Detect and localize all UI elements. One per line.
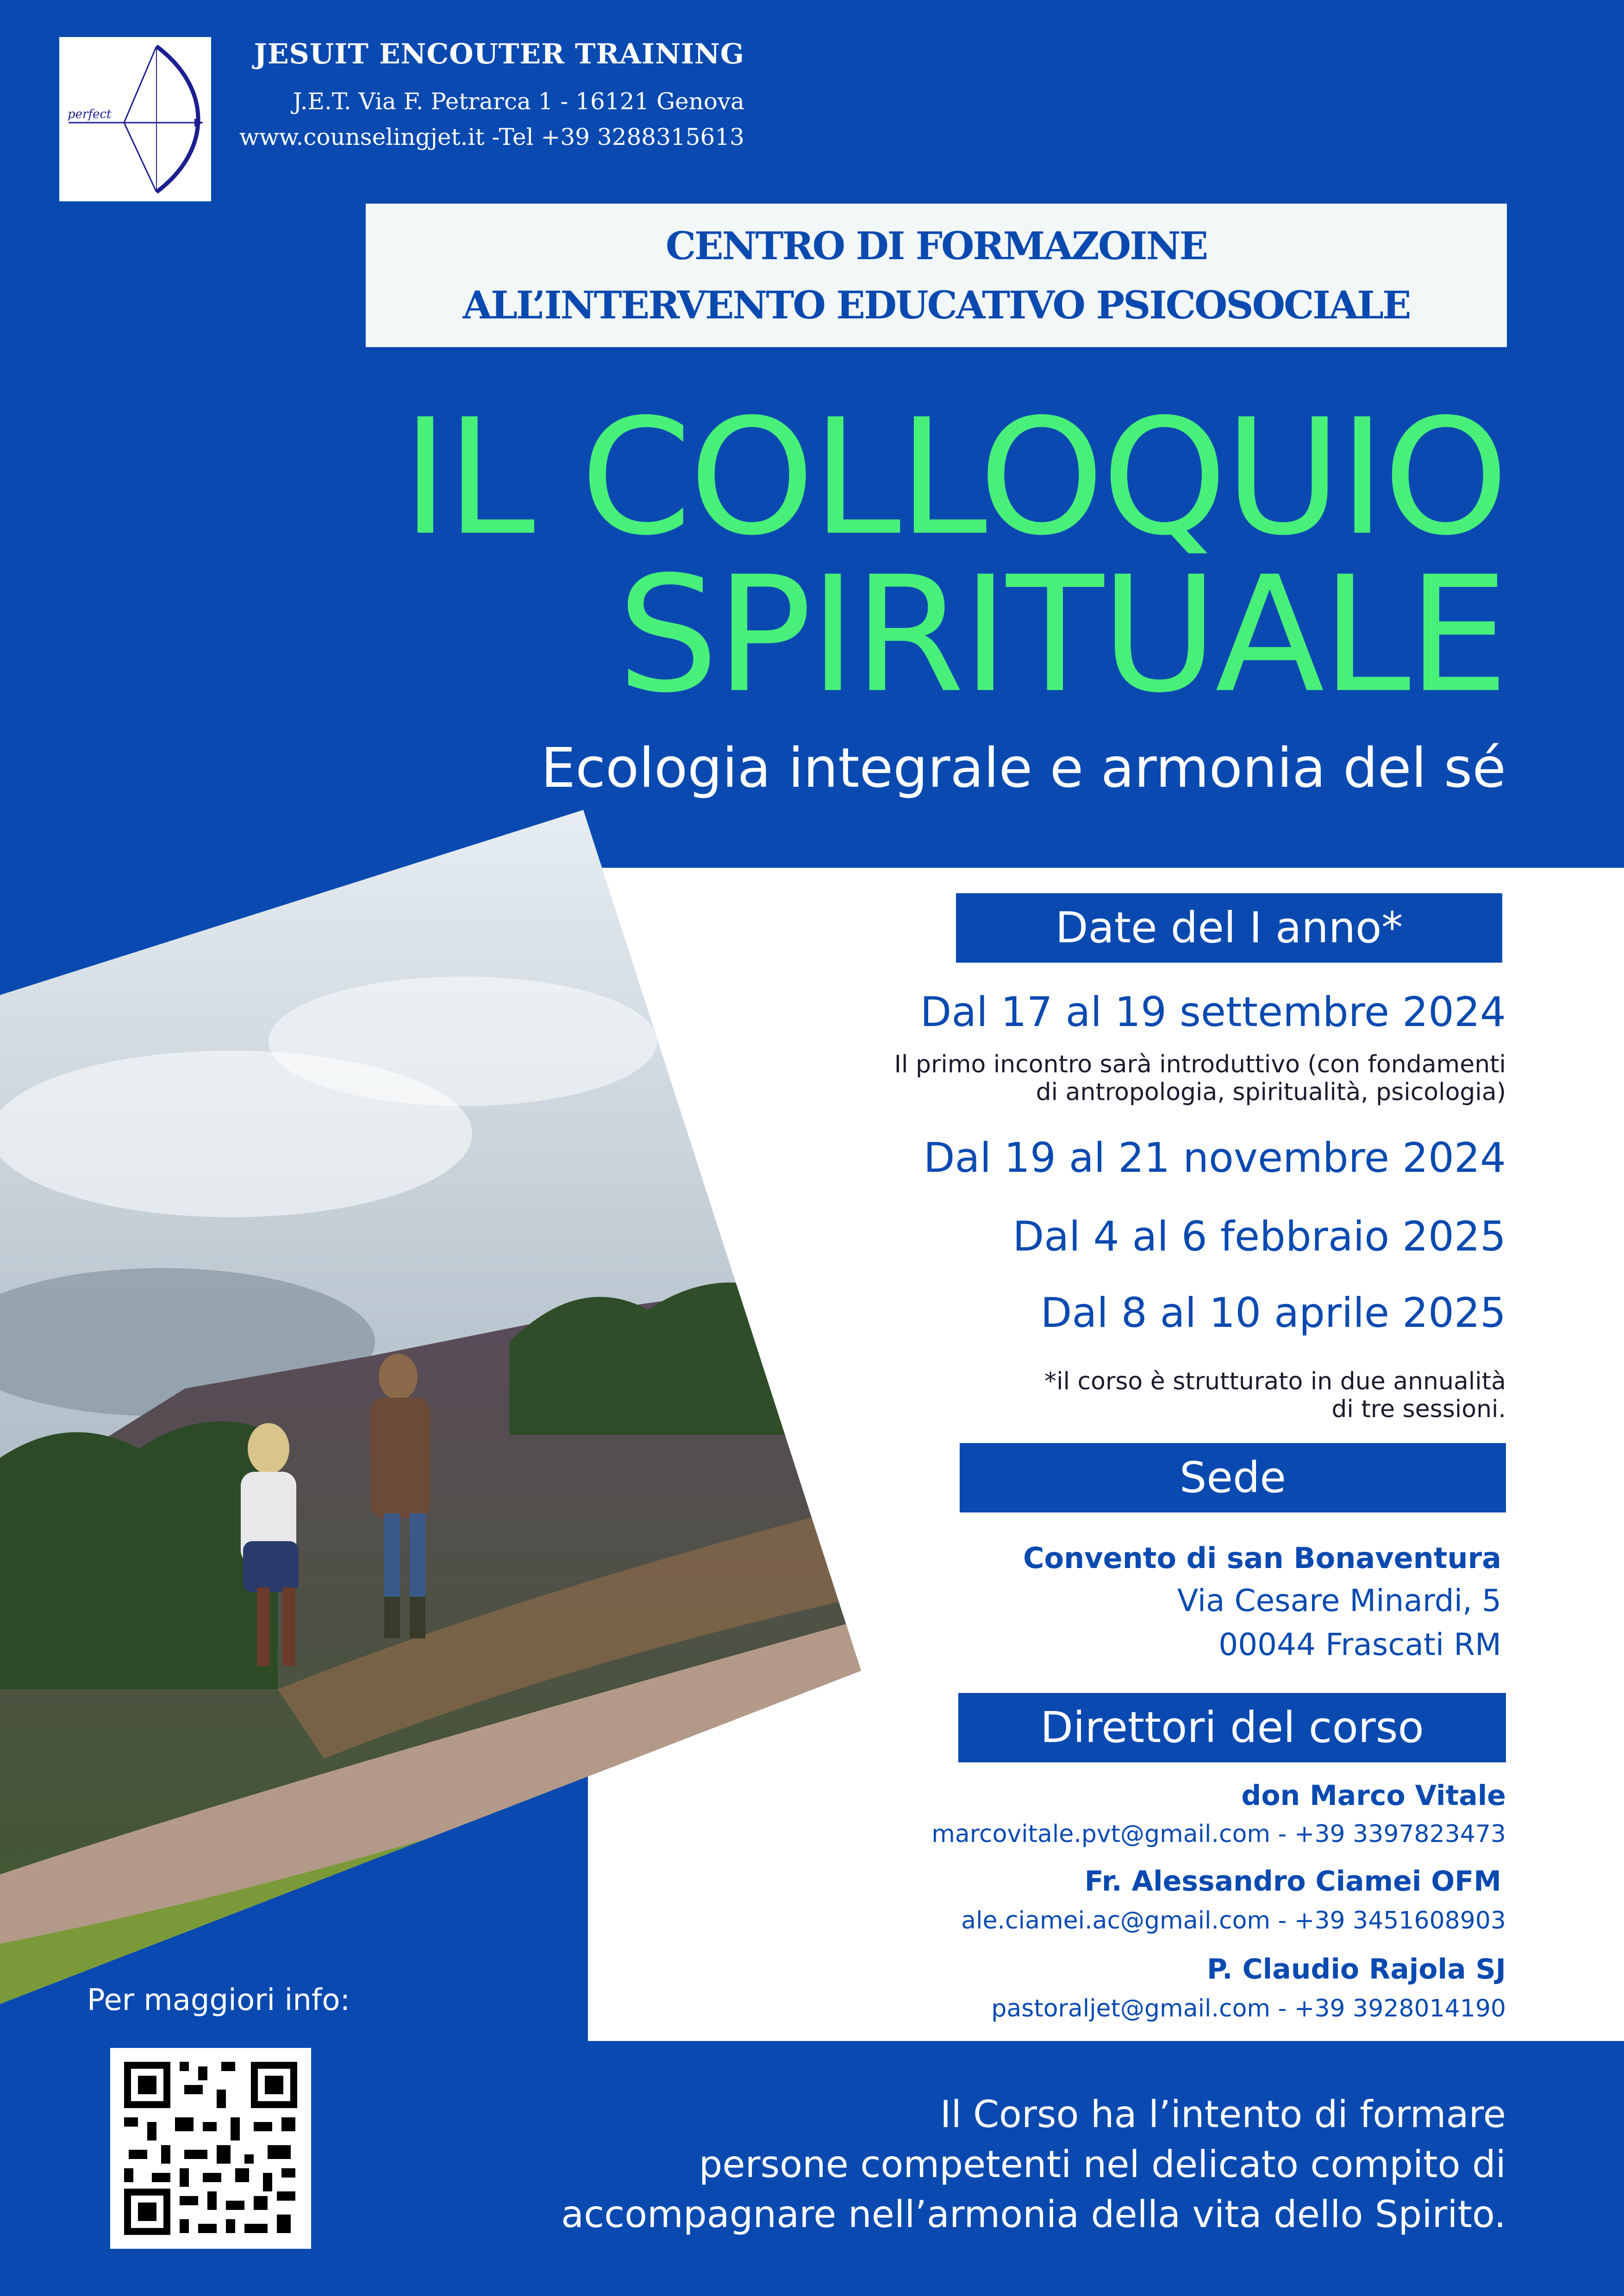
sede-street: Via Cesare Minardi, 5 (1177, 1583, 1501, 1618)
closing-statement (561, 2090, 1506, 2240)
director-name-1: don Marco Vitale (1241, 1780, 1506, 1812)
info-label: Per maggiori info: (87, 1983, 350, 2017)
director-name-2: Fr. Alessandro Ciamei OFM (1084, 1865, 1501, 1898)
course-footnote-2: di tre sessioni. (1331, 1395, 1506, 1423)
banner-line-2: ALL’INTERVENTO EDUCATIVO PSICOSOCIALE (462, 283, 1410, 328)
bow-and-arrow-icon (59, 37, 211, 201)
qr-code-icon (110, 2048, 311, 2249)
course-footnote-1: *il corso è strutturato in due annualità (1044, 1368, 1506, 1395)
director-name-3: P. Claudio Rajola SJ (1206, 1953, 1506, 1985)
logo (59, 37, 211, 201)
sede-name: Convento di san Bonaventura (1023, 1541, 1501, 1575)
closing-line-1: Il Corso ha l’intento di formare (940, 2093, 1506, 2136)
directors-heading: Direttori del corso (958, 1693, 1506, 1762)
date-item-2: Dal 19 al 21 novembre 2024 (923, 1134, 1506, 1182)
org-address: J.E.T. Via F. Petrarca 1 - 16121 Genova (293, 88, 744, 115)
title-line-2: SPIRITUALE (617, 542, 1506, 728)
director-contact-3: pastoraljet@gmail.com - +39 3928014190 (991, 1995, 1506, 2022)
dates-heading: Date del I anno* (956, 893, 1502, 963)
qr-code[interactable] (110, 2048, 311, 2249)
org-contact: www.counselingjet.it -Tel +39 3288315613 (239, 124, 744, 150)
closing-line-3: accompagnare nell’armonia della vita dello Spirito. (561, 2193, 1506, 2236)
first-meeting-note-2: di antropologia, spiritualità, psicologia) (1036, 1078, 1506, 1106)
title-line-1: IL COLLOQUIO (401, 385, 1506, 571)
landscape-photo (0, 810, 861, 2004)
first-meeting-note-1: Il primo incontro sarà introduttivo (con fondamenti (894, 1051, 1506, 1078)
director-contact-1: marcovitale.pvt@gmail.com - +39 3397823473 (931, 1820, 1506, 1848)
subtitle: Ecologia integrale e armonia del sé (541, 736, 1506, 800)
sede-city: 00044 Frascati RM (1218, 1627, 1501, 1662)
sede-heading: Sede (960, 1443, 1506, 1512)
logo-text: perfect (68, 107, 112, 121)
org-name: JESUIT ENCOUTER TRAINING (254, 38, 744, 70)
centro-banner (366, 204, 1507, 347)
date-item-3: Dal 4 al 6 febbraio 2025 (1012, 1213, 1506, 1260)
date-item-4: Dal 8 al 10 aprile 2025 (1040, 1289, 1506, 1337)
director-contact-2: ale.ciamei.ac@gmail.com - +39 3451608903 (961, 1907, 1506, 1935)
date-item-1: Dal 17 al 19 settembre 2024 (920, 988, 1506, 1036)
closing-line-2: persone competenti nel delicato compito di (699, 2143, 1506, 2186)
banner-line-1: CENTRO DI FORMAZOINE (665, 224, 1207, 268)
